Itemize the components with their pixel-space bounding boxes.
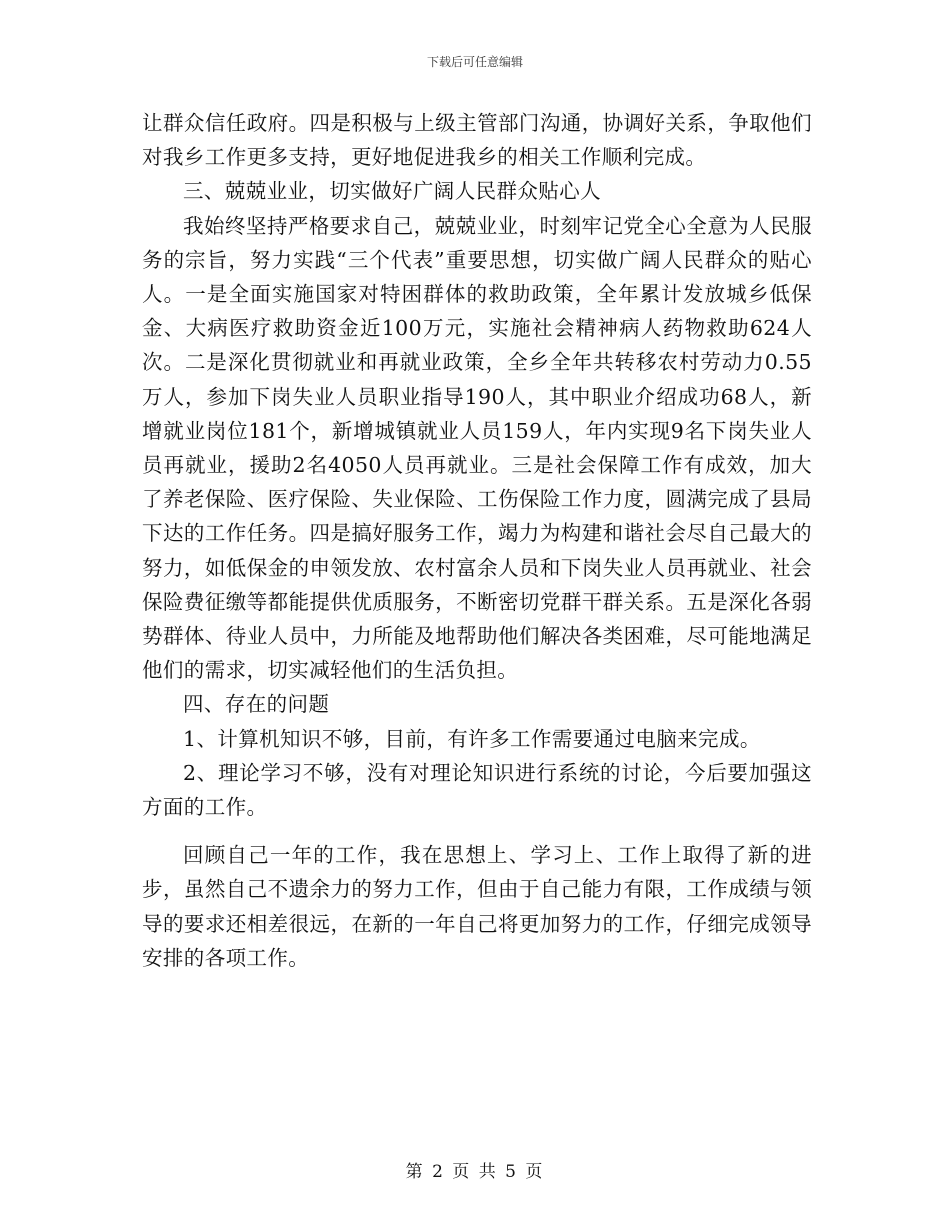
page-header: 下载后可任意编辑: [426, 55, 523, 69]
problem-item-2: 2、理论学习不够，没有对理论知识进行系统的讨论，今后要加强这方面的工作。: [142, 760, 812, 820]
page-number: 第 2 页 共 5 页: [405, 1162, 545, 1182]
paragraph-continued: 让群众信任政府。四是积极与上级主管部门沟通，协调好关系，争取他们对我乡工作更多支持，更好地促进我乡的相关工作顺利完成。: [142, 111, 812, 170]
document-body: [142, 106, 812, 975]
paragraph-conclusion: 回顾自己一年的工作，我在思想上、学习上、工作上取得了新的进步，虽然自己不遗余力的努力工作，但由于自己能力有限，工作成绩与领导的要求还相差很远，在新的一年自己将更加努力的工作，仔细完成领导安排的各项工作。: [142, 843, 812, 970]
section-heading-4: 四、存在的问题: [183, 692, 330, 717]
paragraph-section-3: 我始终坚持严格要求自己，兢兢业业，时刻牢记党全心全意为人民服务的宗旨，努力实践“三个代表”重要思想，切实做广阔人民群众的贴心人。一是全面实施国家对特困群体的救助政策，全年累计发放城乡低保金、大病医疗救助资金近100万元，实施社会精神病人药物救助624人次。二是深化贯彻就业和再就业政策，全乡全年共转移农村劳动力0.55万人，参加下岗失业人员职业指导190人，其中职业介绍成功68人，新增就业岗位181个，新增城镇就业人员159人，年内实现9名下岗失业人员再就业，援助2名4050人员再就业。三是社会保障工作有成效，加大了养老保险、医疗保险、失业保险、工伤保险工作力度，圆满完成了县局下达的工作任务。四是搞好服务工作，竭力为构建和谐社会尽自己最大的努力，如低保金的申领发放、农村富余人员和下岗失业人员再就业、社会保险费征缴等都能提供优质服务，不断密切党群干群关系。五是深化各弱势群体、待业人员中，力所能及地帮助他们解决各类困难，尽可能地满足他们的需求，切实减轻他们的生活负担。: [142, 213, 812, 683]
section-heading-3: 三、兢兢业业，切实做好广阔人民群众贴心人: [183, 179, 601, 204]
problem-item-1: 1、计算机知识不够，目前，有许多工作需要通过电脑来完成。: [183, 726, 761, 751]
